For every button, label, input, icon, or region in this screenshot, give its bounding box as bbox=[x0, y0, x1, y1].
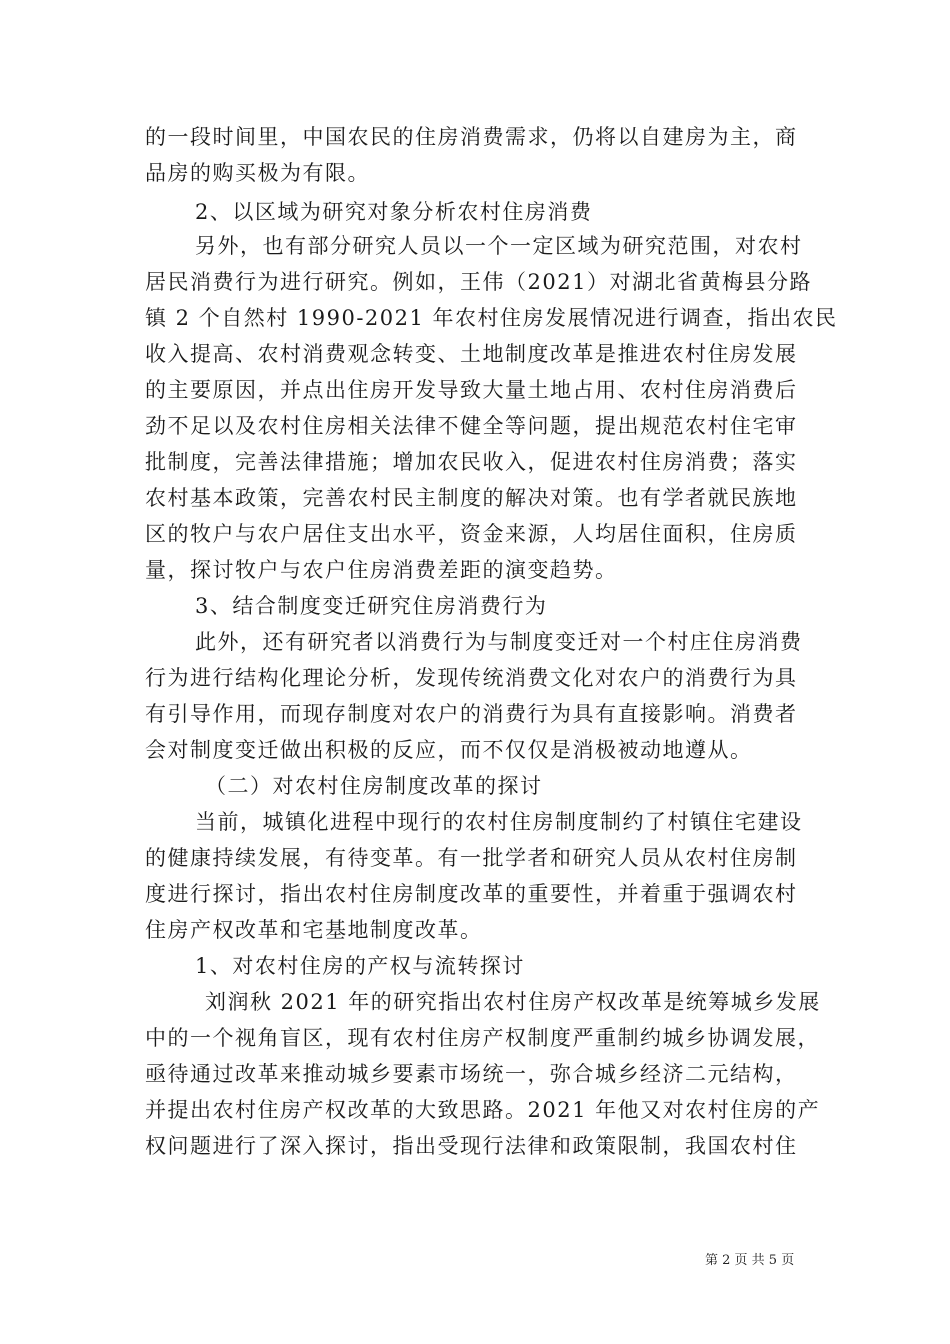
section-heading: 2、以区域为研究对象分析农村住房消费 bbox=[195, 200, 593, 224]
text-line: 权问题进行了深入探讨，指出受现行法律和政策限制，我国农村住 bbox=[145, 1134, 798, 1158]
text-line: 并提出农村住房产权改革的大致思路。2021 年他又对农村住房的产 bbox=[145, 1098, 821, 1122]
text-line: 镇 2 个自然村 1990-2021 年农村住房发展情况进行调查，指出农民 bbox=[145, 306, 838, 330]
text-line: 劲不足以及农村住房相关法律不健全等问题，提出规范农村住宅审 bbox=[145, 414, 798, 438]
text-line: 区的牧户与农户居住支出水平，资金来源，人均居住面积，住房质 bbox=[145, 522, 798, 546]
text-line: 品房的购买极为有限。 bbox=[145, 161, 370, 185]
text-line: 度进行探讨，指出农村住房制度改革的重要性，并着重于强调农村 bbox=[145, 882, 798, 906]
text-line: 行为进行结构化理论分析，发现传统消费文化对农户的消费行为具 bbox=[145, 666, 798, 690]
page-number: 第 2 页 共 5 页 bbox=[705, 1253, 795, 1268]
section-heading: 3、结合制度变迁研究住房消费行为 bbox=[195, 594, 548, 618]
text-line: 收入提高、农村消费观念转变、土地制度改革是推进农村住房发展 bbox=[145, 342, 798, 366]
text-line: 此外，还有研究者以消费行为与制度变迁对一个村庄住房消费 bbox=[195, 630, 803, 654]
text-line: 刘润秋 2021 年的研究指出农村住房产权改革是统筹城乡发展 bbox=[205, 990, 821, 1014]
text-line: 的一段时间里，中国农民的住房消费需求，仍将以自建房为主，商 bbox=[145, 125, 798, 149]
text-line: 的主要原因，并点出住房开发导致大量土地占用、农村住房消费后 bbox=[145, 378, 798, 402]
section-heading: 1、对农村住房的产权与流转探讨 bbox=[195, 954, 525, 978]
text-line: 另外，也有部分研究人员以一个一定区域为研究范围，对农村 bbox=[195, 234, 803, 258]
text-line: 批制度，完善法律措施；增加农民收入，促进农村住房消费；落实 bbox=[145, 450, 798, 474]
text-line: 亟待通过改革来推动城乡要素市场统一，弥合城乡经济二元结构， bbox=[145, 1062, 798, 1086]
text-line: 农村基本政策，完善农村民主制度的解决对策。也有学者就民族地 bbox=[145, 486, 798, 510]
section-heading: （二）对农村住房制度改革的探讨 bbox=[205, 774, 543, 798]
text-line: 有引导作用，而现存制度对农户的消费行为具有直接影响。消费者 bbox=[145, 702, 798, 726]
text-line: 的健康持续发展，有待变革。有一批学者和研究人员从农村住房制 bbox=[145, 846, 798, 870]
text-line: 量，探讨牧户与农户住房消费差距的演变趋势。 bbox=[145, 558, 618, 582]
text-line: 住房产权改革和宅基地制度改革。 bbox=[145, 918, 483, 942]
text-line: 当前，城镇化进程中现行的农村住房制度制约了村镇住宅建设 bbox=[195, 810, 803, 834]
text-line: 居民消费行为进行研究。例如，王伟（2021）对湖北省黄梅县分路 bbox=[145, 270, 812, 294]
text-line: 会对制度变迁做出积极的反应，而不仅仅是消极被动地遵从。 bbox=[145, 738, 753, 762]
text-line: 中的一个视角盲区，现有农村住房产权制度严重制约城乡协调发展， bbox=[145, 1026, 820, 1050]
